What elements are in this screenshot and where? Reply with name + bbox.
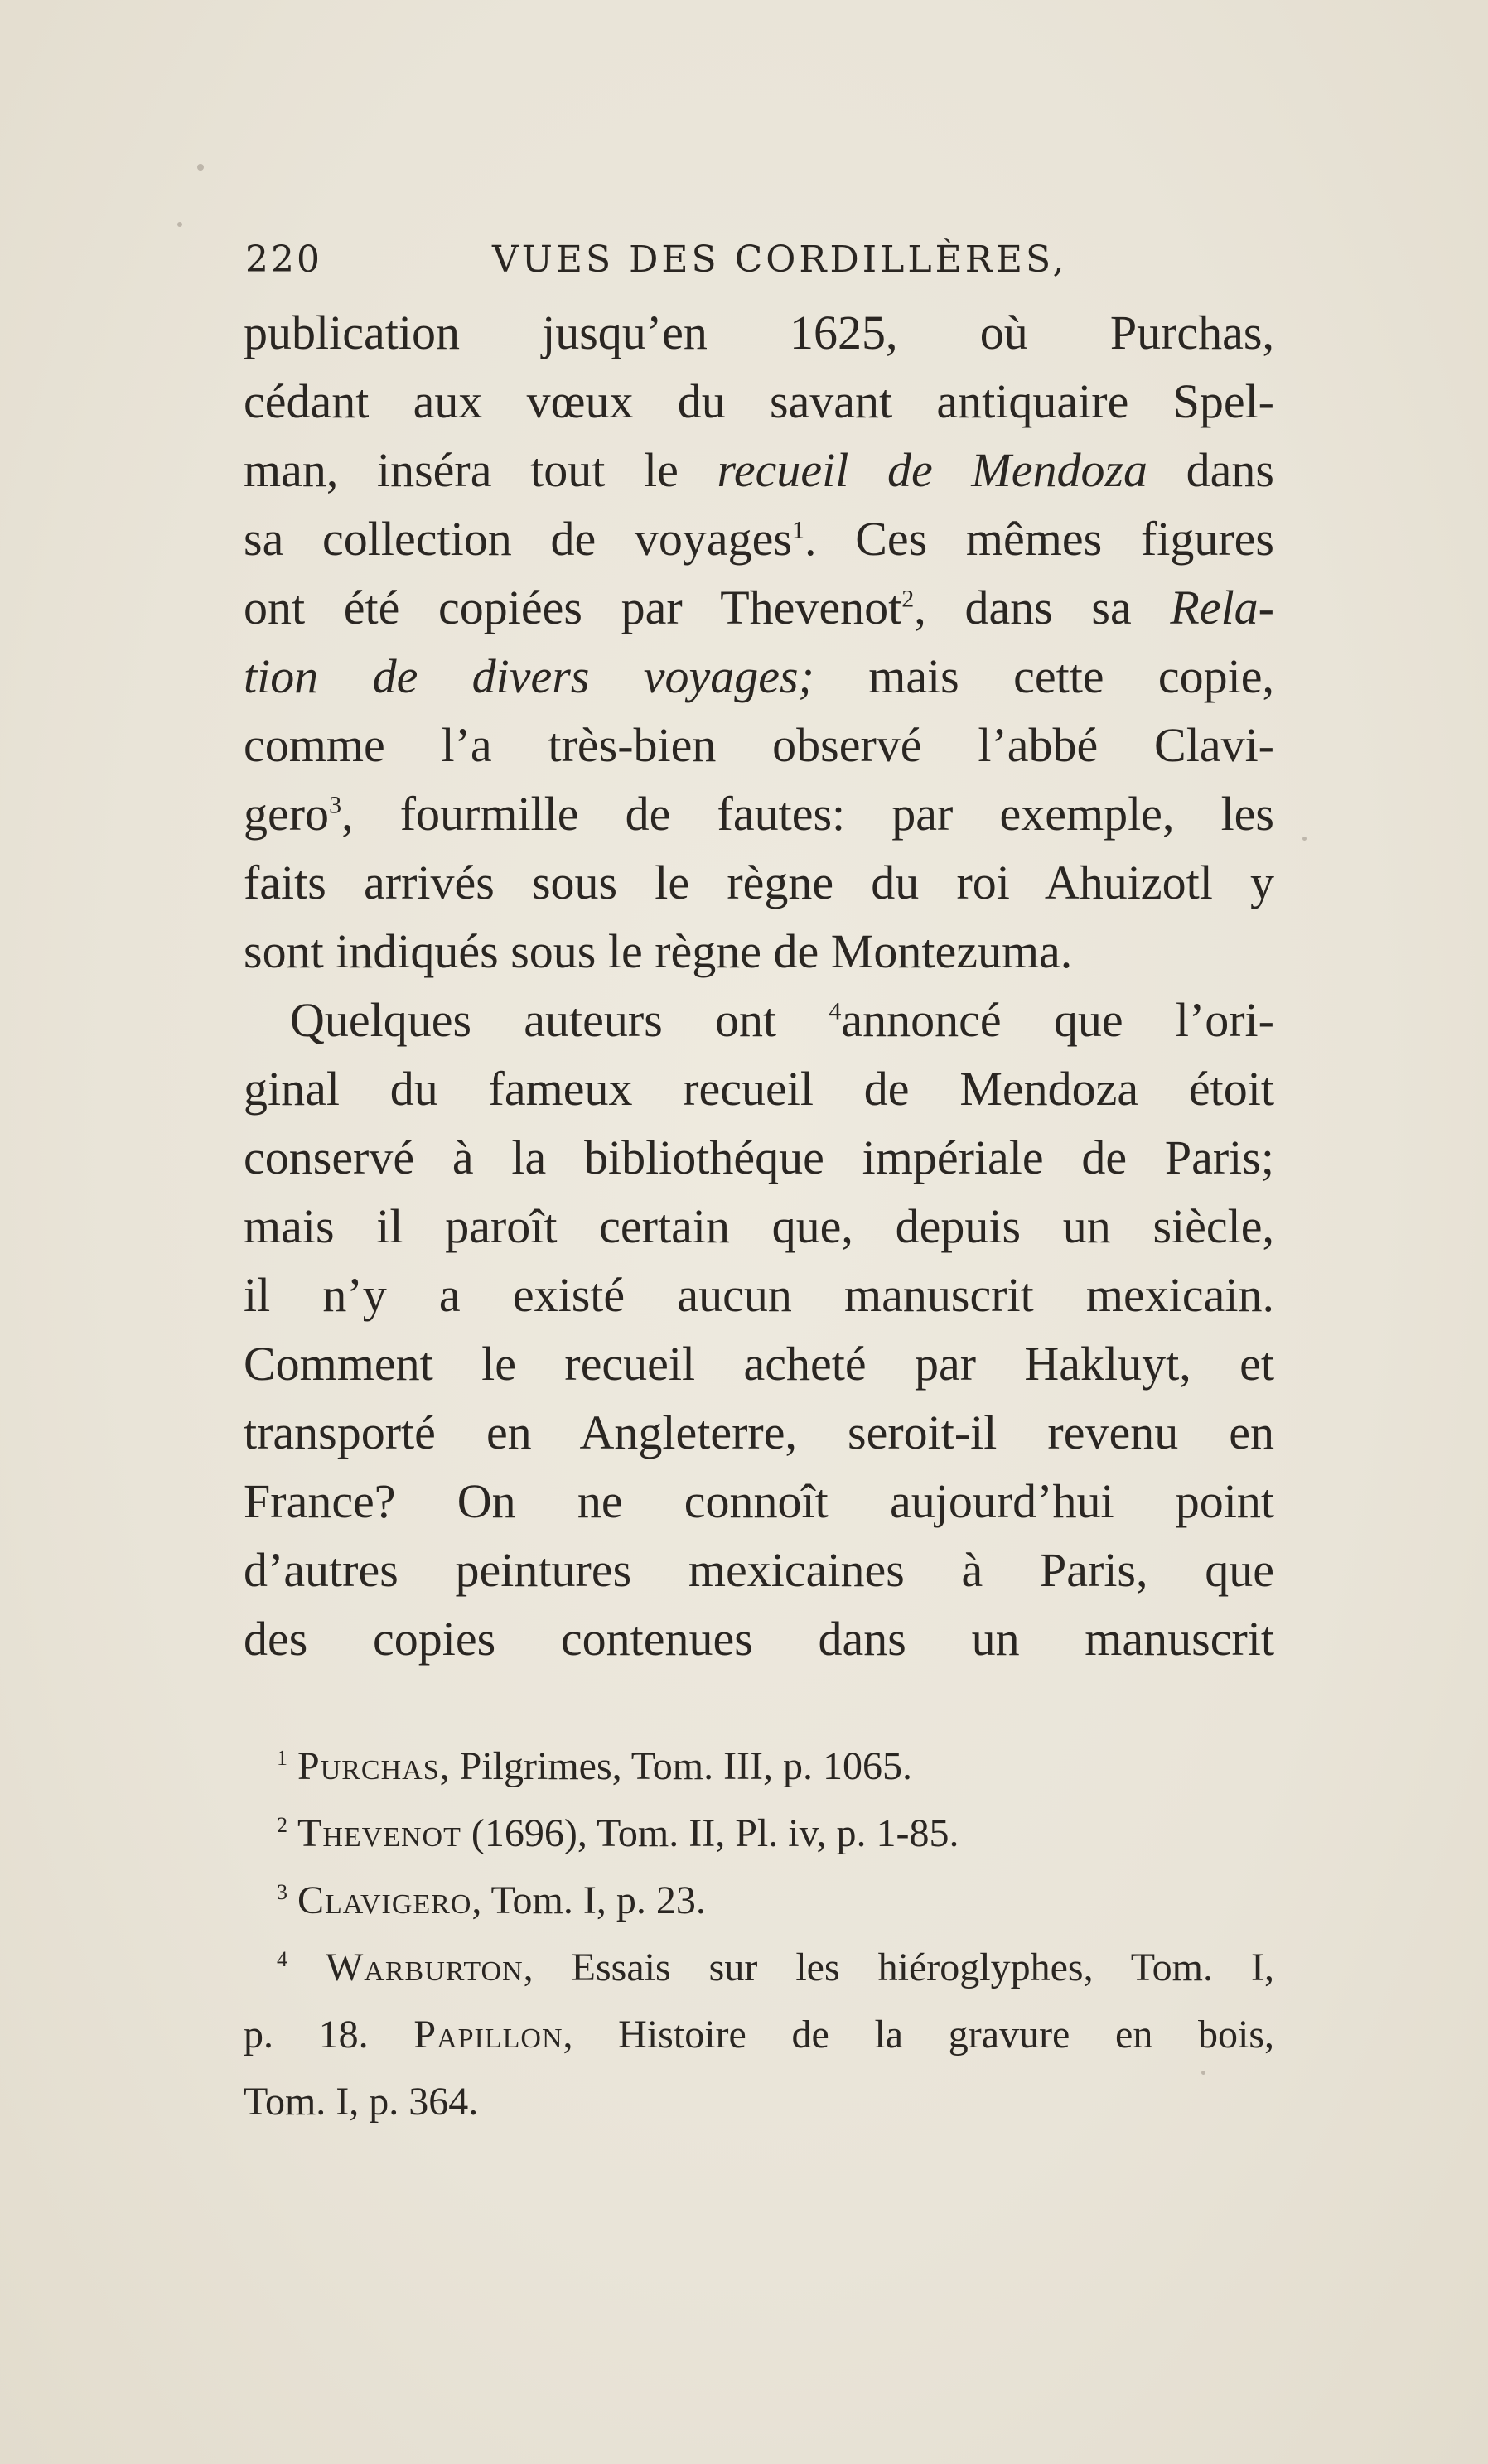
text-run: mais cette copie, <box>868 649 1274 703</box>
footnotes <box>244 1733 1274 2135</box>
text-run: , fourmille de fautes: par exemple, les <box>341 787 1274 841</box>
text-line <box>244 642 1274 711</box>
text-line: faits arrivés sous le règne du roi Ahuizotl y <box>244 856 1274 909</box>
text-run: ont été copiées par Thevenot <box>244 581 902 634</box>
footnote-author: Purchas <box>297 1744 440 1788</box>
text-line: transporté en Angleterre, seroit-il revenu en <box>244 1406 1274 1459</box>
text-line: sont indiqués sous le règne de Montezuma. <box>244 924 1073 978</box>
footnote-author: Papillon <box>413 2013 563 2057</box>
body-text <box>244 298 1274 1673</box>
text-run: dans <box>1186 443 1274 497</box>
text-run: gero <box>244 787 330 841</box>
page-header <box>245 230 1273 288</box>
text-line: publication jusqu’en 1625, où Purchas, <box>244 306 1274 359</box>
footnote-ref: 1 <box>791 516 804 544</box>
text-line: d’autres peintures mexicaines à Paris, que <box>244 1543 1274 1597</box>
footnote-ref: 4 <box>829 997 842 1025</box>
footnote-author: Warburton <box>326 1946 524 1989</box>
footnote-4 <box>244 1934 1274 2001</box>
text-line: des copies contenues dans un manuscrit <box>244 1612 1274 1666</box>
footnote-text: (1696), Tom. II, Pl. iv, p. 1-85. <box>461 1811 959 1855</box>
footnote-mark: 4 <box>277 1947 287 1971</box>
footnote-1 <box>244 1733 1274 1800</box>
page-number: 220 <box>245 239 322 281</box>
text-line <box>244 779 1274 848</box>
text-line <box>244 986 1274 1054</box>
text-run: annoncé que l’ori- <box>841 993 1274 1047</box>
italic-title: Rela- <box>1170 581 1274 634</box>
footnote-mark: 2 <box>277 1813 287 1837</box>
footnote-4-continued <box>244 2001 1274 2068</box>
text-line: comme l’a très-bien observé l’abbé Clavi- <box>244 718 1274 772</box>
paper-speck <box>177 222 182 227</box>
text-line: il n’y a existé aucun manuscrit mexicain. <box>244 1268 1274 1322</box>
footnote-ref: 2 <box>901 585 915 613</box>
footnote-mark: 1 <box>277 1746 287 1770</box>
paper-speck <box>197 164 204 171</box>
footnote-author: Thevenot <box>297 1811 461 1855</box>
text-line: France? On ne connoît aujourd’hui point <box>244 1474 1274 1528</box>
text-run: man, inséra tout le <box>244 443 679 497</box>
text-line: conservé à la bibliothéque impériale de Paris; <box>244 1131 1274 1184</box>
italic-title: recueil de Mendoza <box>717 443 1148 497</box>
footnote-3 <box>244 1867 1274 1934</box>
footnote-text: , Essais sur les hiéroglyphes, Tom. I, <box>523 1946 1274 1989</box>
footnote-ref: 3 <box>329 791 342 819</box>
paper-speck <box>1302 837 1307 841</box>
footnote-text: , Pilgrimes, Tom. III, p. 1065. <box>439 1744 913 1788</box>
footnote-text: , Tom. I, p. 23. <box>471 1878 706 1922</box>
text-run: sa collection de voyages <box>244 512 792 566</box>
footnote-4-end: Tom. I, p. 364. <box>244 2080 479 2124</box>
text-line <box>244 436 1274 504</box>
text-run: , dans sa <box>914 581 1132 634</box>
text-line: ginal du fameux recueil de Mendoza étoit <box>244 1062 1274 1116</box>
text-run: . Ces mêmes figures <box>804 512 1274 566</box>
running-title: VUES DES CORDILLÈRES, <box>492 239 1068 281</box>
footnote-text: , Histoire de la gravure en bois, <box>563 2013 1275 2057</box>
footnote-text: p. 18. <box>244 2013 369 2057</box>
text-run: Quelques auteurs ont <box>290 993 777 1047</box>
footnote-author: Clavigero <box>297 1878 472 1922</box>
text-line: cédant aux vœux du savant antiquaire Spel- <box>244 374 1274 428</box>
text-line <box>244 573 1274 642</box>
footnote-2 <box>244 1800 1274 1867</box>
italic-title: tion de divers voyages; <box>244 649 814 703</box>
footnote-mark: 3 <box>277 1880 287 1904</box>
text-line: mais il paroît certain que, depuis un siècle, <box>244 1199 1274 1253</box>
text-line <box>244 504 1274 573</box>
text-line: Comment le recueil acheté par Hakluyt, et <box>244 1337 1274 1391</box>
